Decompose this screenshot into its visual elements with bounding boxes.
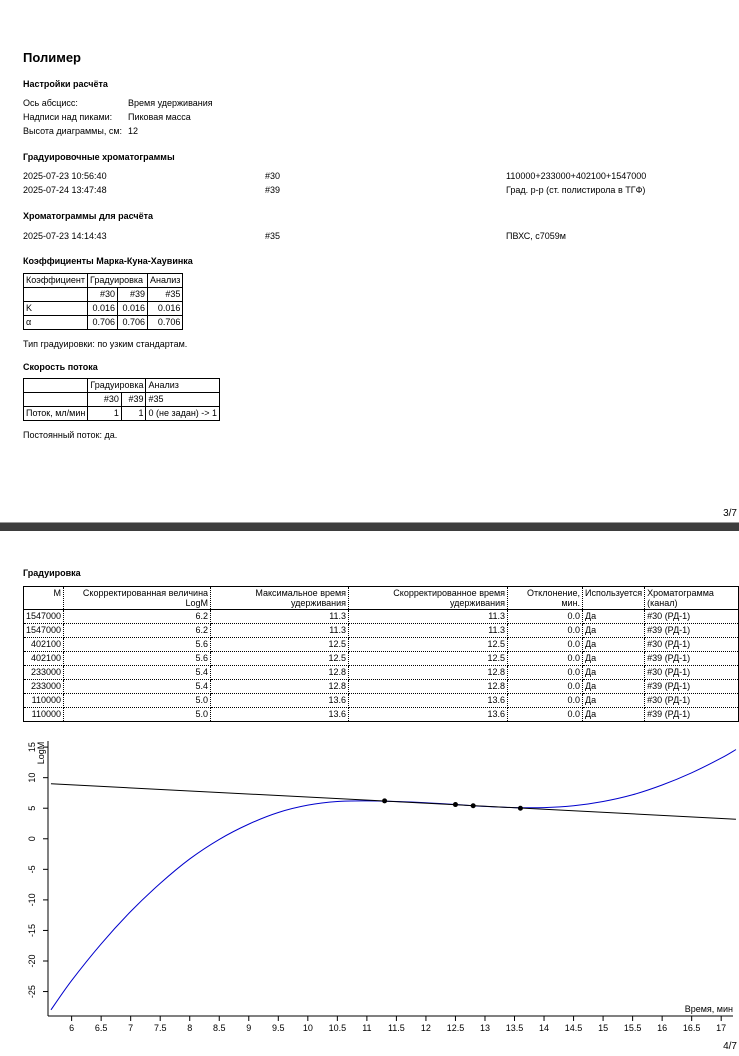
table-row [24, 652, 739, 666]
cell-deviation: 0.0 [508, 694, 583, 708]
y-tick-label: 10 [27, 772, 37, 783]
x-tick-label: 7.5 [153, 1023, 167, 1033]
cell-corr-rt: 13.6 [349, 694, 508, 708]
data-point [453, 802, 458, 807]
cell-logm: 6.2 [64, 610, 211, 624]
x-tick-label: 7 [128, 1023, 134, 1033]
x-tick-label: 10 [302, 1023, 313, 1033]
calc-chrom-desc: ПВХС, с7059м [506, 231, 566, 241]
flow-header-empty [24, 393, 88, 407]
mkh-header-empty [24, 288, 88, 302]
cell-m: 233000 [24, 680, 64, 694]
x-axis-label: Время, мин [684, 1004, 733, 1014]
calib-chrom-id: #30 [265, 171, 281, 181]
flow-header-39: #39 [121, 393, 146, 407]
cell-corr-rt: 12.8 [349, 666, 508, 680]
cell-m: 1547000 [24, 624, 64, 638]
calib-chrom-desc: Град. р-р (ст. полистирола в ТГФ) [506, 185, 646, 195]
mkh-heading: Коэффициенты Марка-Куна-Хаувинка [23, 256, 193, 266]
x-tick-label: 17 [716, 1023, 727, 1033]
cell-logm: 5.4 [64, 680, 211, 694]
y-tick-label: -25 [27, 985, 37, 999]
cell-deviation: 0.0 [508, 680, 583, 694]
x-tick-label: 8 [187, 1023, 193, 1033]
cell-max-rt: 12.8 [211, 680, 349, 694]
cell-m: 1547000 [24, 610, 64, 624]
y-tick-label: 15 [27, 742, 37, 753]
data-point [518, 806, 523, 811]
cell-max-rt: 12.5 [211, 652, 349, 666]
cell-used: Да [583, 610, 645, 624]
mkh-header-analysis: Анализ [147, 274, 182, 288]
cell-corr-rt: 11.3 [349, 610, 508, 624]
x-tick-label: 12 [420, 1023, 431, 1033]
cell-corr-rt: 12.5 [349, 638, 508, 652]
cell-corr-rt: 13.6 [349, 708, 508, 722]
col-header-m: M [24, 587, 64, 610]
cell-deviation: 0.0 [508, 624, 583, 638]
x-tick-label: 9 [246, 1023, 252, 1033]
data-point [471, 803, 476, 808]
flow-cell: 1 [88, 407, 122, 421]
cell-used: Да [583, 666, 645, 680]
y-tick-label: -20 [27, 954, 37, 968]
cell-deviation: 0.0 [508, 708, 583, 722]
cell-used: Да [583, 708, 645, 722]
cell-m: 110000 [24, 694, 64, 708]
page-number: 4/7 [723, 1041, 737, 1052]
cell-max-rt: 12.8 [211, 666, 349, 680]
table-row [24, 666, 739, 680]
data-point [382, 798, 387, 803]
calibration-chromatograms-heading: Градуировочные хроматограммы [23, 152, 175, 162]
cell-deviation: 0.0 [508, 610, 583, 624]
calc-chrom-date: 2025-07-23 14:14:43 [23, 231, 107, 241]
report-page-3 [0, 0, 739, 522]
cell-corr-rt: 11.3 [349, 624, 508, 638]
cell-used: Да [583, 638, 645, 652]
calibration-type-note: Тип градуировки: по узким стандартам. [23, 339, 188, 349]
y-axis-label: LogM [36, 741, 46, 765]
cell-m: 402100 [24, 638, 64, 652]
calib-chrom-date: 2025-07-23 10:56:40 [23, 171, 107, 181]
x-tick-label: 11.5 [387, 1023, 405, 1033]
mkh-row-name: α [24, 316, 88, 330]
calib-chrom-date: 2025-07-24 13:47:48 [23, 185, 107, 195]
table-row [24, 610, 739, 624]
x-tick-label: 6.5 [94, 1023, 108, 1033]
cell-used: Да [583, 694, 645, 708]
calib-chrom-desc: 110000+233000+402100+1547000 [506, 171, 647, 181]
table-row [24, 694, 739, 708]
cell-chromatogram: #39 (РД-1) [645, 652, 739, 666]
x-tick-label: 11 [362, 1023, 372, 1033]
cell-logm: 5.0 [64, 694, 211, 708]
table-row [24, 638, 739, 652]
setting-value-height: 12 [128, 126, 139, 136]
cell-max-rt: 11.3 [211, 624, 349, 638]
mkh-cell: 0.016 [117, 302, 147, 316]
cell-used: Да [583, 680, 645, 694]
setting-value-peak-labels: Пиковая масса [128, 112, 191, 122]
calibration-chart [0, 731, 739, 1051]
cell-logm: 6.2 [64, 624, 211, 638]
cell-max-rt: 13.6 [211, 708, 349, 722]
x-tick-label: 16.5 [682, 1023, 701, 1033]
cell-chromatogram: #39 (РД-1) [645, 624, 739, 638]
report-page-4 [0, 531, 739, 1056]
cell-chromatogram: #30 (РД-1) [645, 666, 739, 680]
cell-chromatogram: #39 (РД-1) [645, 680, 739, 694]
mkh-header-calib: Градуировка [87, 274, 147, 288]
y-tick-label: 0 [27, 836, 37, 842]
flow-header-calib: Градуировка [88, 379, 146, 393]
flow-header-empty [24, 379, 88, 393]
y-tick-label: -15 [27, 923, 37, 937]
cell-chromatogram: #30 (РД-1) [645, 694, 739, 708]
cell-chromatogram: #30 (РД-1) [645, 610, 739, 624]
cell-logm: 5.0 [64, 708, 211, 722]
calc-chrom-id: #35 [265, 231, 281, 241]
mkh-cell: 0.706 [87, 316, 117, 330]
flow-heading: Скорость потока [23, 362, 98, 372]
calibration-table [23, 586, 739, 722]
flow-header-35: #35 [146, 393, 220, 407]
cell-max-rt: 13.6 [211, 694, 349, 708]
x-tick-label: 15 [598, 1023, 609, 1033]
cell-logm: 5.4 [64, 666, 211, 680]
mkh-header-coef: Коэффициент [24, 274, 88, 288]
x-tick-label: 14.5 [564, 1023, 583, 1033]
cell-logm: 5.6 [64, 652, 211, 666]
page-separator [0, 522, 739, 531]
flow-row-name: Поток, мл/мин [24, 407, 88, 421]
cell-m: 233000 [24, 666, 64, 680]
col-header-deviation: Отклонение, мин. [508, 587, 583, 610]
cell-deviation: 0.0 [508, 638, 583, 652]
cell-max-rt: 12.5 [211, 638, 349, 652]
cell-m: 402100 [24, 652, 64, 666]
y-tick-label: -5 [27, 865, 37, 874]
flow-cell: 1 [121, 407, 146, 421]
flow-header-30: #30 [88, 393, 122, 407]
x-tick-label: 13.5 [505, 1023, 524, 1033]
col-header-chromatogram: Хроматограмма (канал) [645, 587, 739, 610]
cell-corr-rt: 12.5 [349, 652, 508, 666]
page-number: 3/7 [723, 508, 737, 519]
cell-logm: 5.6 [64, 638, 211, 652]
x-tick-label: 13 [479, 1023, 490, 1033]
mkh-row-name: K [24, 302, 88, 316]
x-tick-label: 16 [657, 1023, 668, 1033]
trend-line [51, 784, 736, 819]
cell-deviation: 0.0 [508, 652, 583, 666]
table-row [24, 624, 739, 638]
col-header-max-rt: Максимальное время удерживания [211, 587, 349, 610]
cell-max-rt: 11.3 [211, 610, 349, 624]
mkh-header-35: #35 [147, 288, 182, 302]
mkh-cell: 0.706 [147, 316, 182, 330]
cell-chromatogram: #30 (РД-1) [645, 638, 739, 652]
mkh-header-30: #30 [87, 288, 117, 302]
mkh-cell: 0.016 [87, 302, 117, 316]
x-tick-label: 8.5 [212, 1023, 226, 1033]
cell-used: Да [583, 624, 645, 638]
calc-chromatograms-heading: Хроматограммы для расчёта [23, 211, 154, 221]
x-tick-label: 6 [69, 1023, 75, 1033]
document-title: Полимер [23, 50, 81, 65]
flow-header-analysis: Анализ [146, 379, 220, 393]
x-tick-label: 10.5 [328, 1023, 347, 1033]
mkh-cell: 0.706 [117, 316, 147, 330]
setting-value-x-axis: Время удерживания [128, 98, 213, 108]
flow-cell: 0 (не задан) -> 1 [146, 407, 220, 421]
mkh-cell: 0.016 [147, 302, 182, 316]
setting-label-height: Высота диаграммы, см: [23, 126, 123, 136]
cell-corr-rt: 12.8 [349, 680, 508, 694]
x-tick-label: 12.5 [446, 1023, 465, 1033]
cell-deviation: 0.0 [508, 666, 583, 680]
cell-used: Да [583, 652, 645, 666]
x-tick-label: 15.5 [623, 1023, 642, 1033]
calib-chrom-id: #39 [265, 185, 281, 195]
settings-heading: Настройки расчёта [23, 79, 108, 89]
mkh-header-39: #39 [117, 288, 147, 302]
table-row [24, 680, 739, 694]
cell-m: 110000 [24, 708, 64, 722]
y-tick-label: 5 [27, 805, 37, 811]
table-row [24, 708, 739, 722]
mkh-table [23, 273, 183, 330]
flow-table [23, 378, 220, 421]
col-header-corr-rt: Скорректированное время удерживания [349, 587, 508, 610]
setting-label-peak-labels: Надписи над пиками: [23, 112, 113, 122]
calibration-heading: Градуировка [23, 568, 81, 578]
x-tick-label: 14 [539, 1023, 550, 1033]
x-tick-label: 9.5 [272, 1023, 285, 1033]
y-tick-label: -10 [27, 893, 37, 907]
constant-flow-note: Постоянный поток: да. [23, 430, 118, 440]
cell-chromatogram: #39 (РД-1) [645, 708, 739, 722]
col-header-used: Используется [583, 587, 645, 610]
col-header-logm: Скорректированная величина LogM [64, 587, 211, 610]
setting-label-x-axis: Ось абсцисс: [23, 98, 78, 108]
